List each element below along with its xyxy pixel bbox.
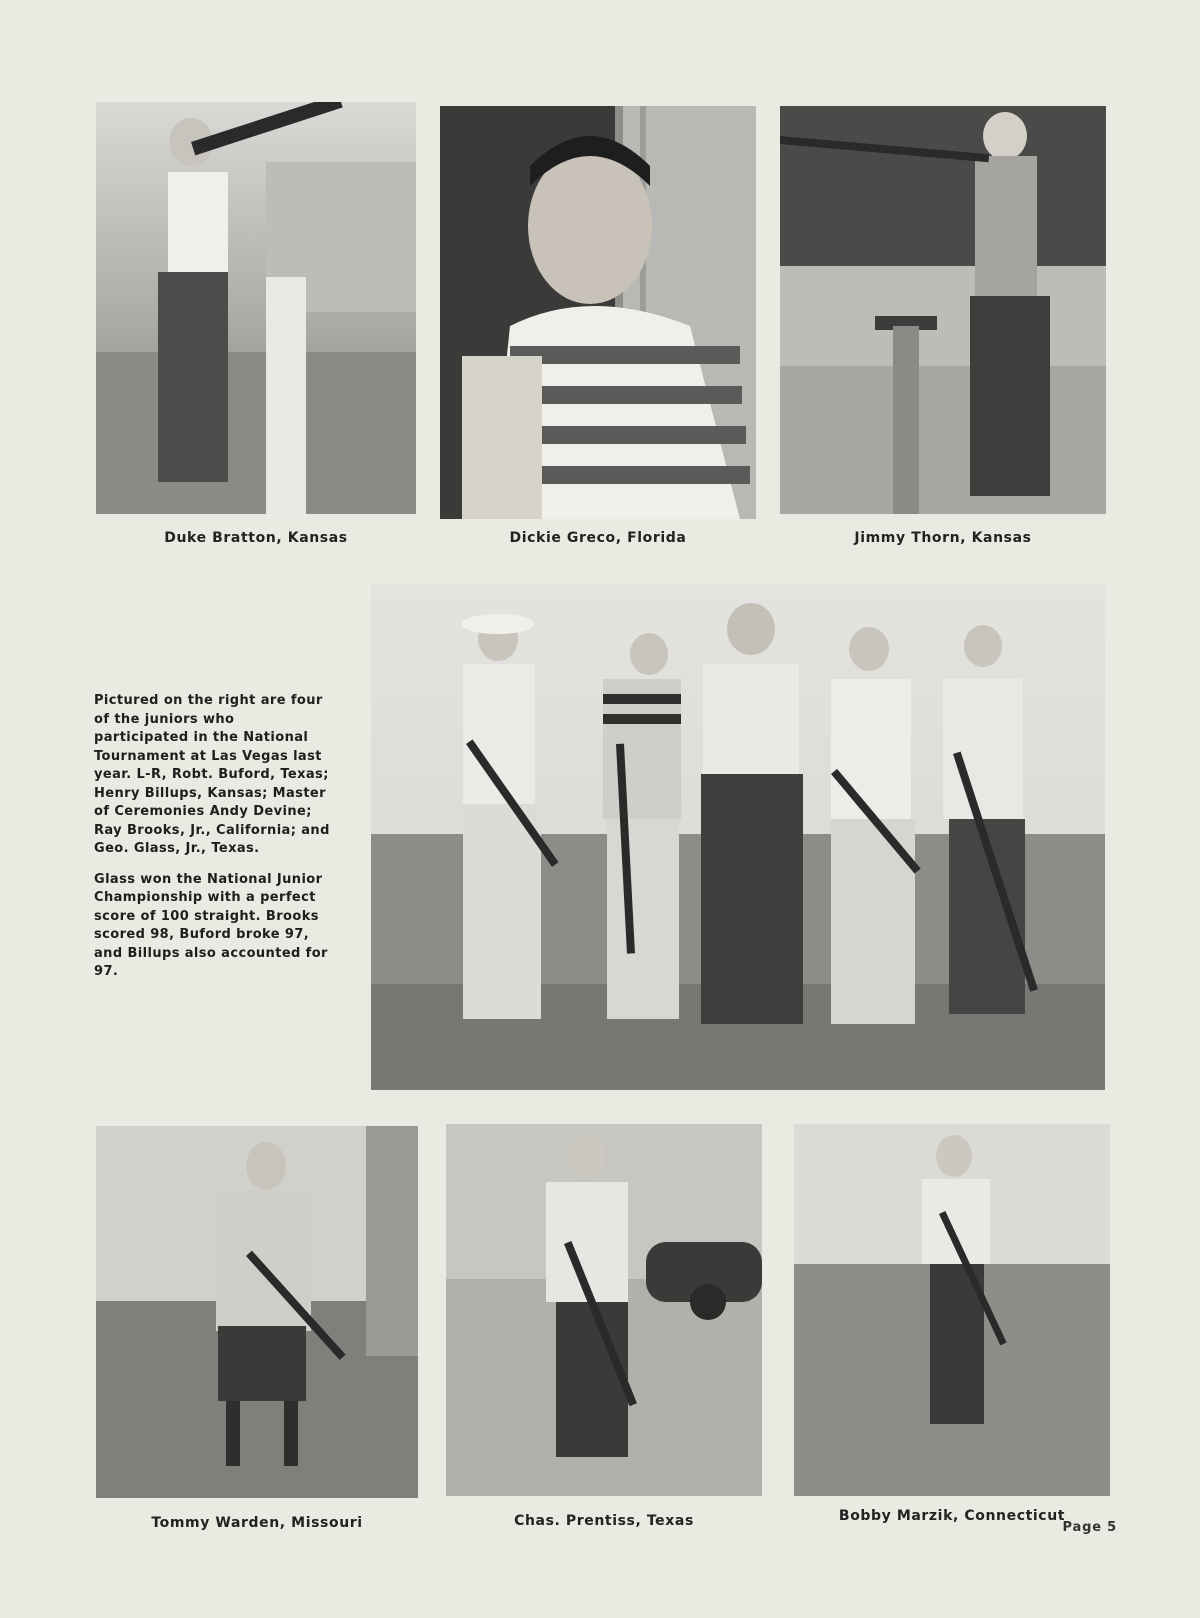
feature-text: [94, 692, 332, 994]
photo-duke-bratton: [96, 102, 416, 514]
caption-duke-bratton: Duke Bratton, Kansas: [164, 530, 348, 546]
photo-tommy-warden: [96, 1126, 418, 1498]
photo-bobby-marzik: [794, 1124, 1110, 1496]
caption-jimmy-thorn: Jimmy Thorn, Kansas: [854, 530, 1032, 546]
photo-group-national-tournament: [371, 584, 1105, 1090]
photo-jimmy-thorn: [780, 106, 1106, 514]
page-number: Page 5: [1062, 1520, 1117, 1535]
caption-chas-prentiss: Chas. Prentiss, Texas: [514, 1513, 694, 1529]
photo-chas-prentiss: [446, 1124, 762, 1496]
caption-dickie-greco: Dickie Greco, Florida: [509, 530, 687, 546]
caption-bobby-marzik: Bobby Marzik, Connecticut: [838, 1508, 1066, 1524]
feature-paragraph-2: Glass won the National Junior Championship with a perfect score of 100 straight. Brooks scored 98, Buford broke 97, and Billups also accounted for 97.: [94, 871, 328, 979]
feature-paragraph-1: Pictured on the right are four of the juniors who participated in the National Tournament at Las Vegas last year. L-R, Robt. Buford, Texas; Henry Billups, Kansas; Master of Ceremonies Andy Devine; Ray Brooks, Jr., California; and Geo. Glass, Jr., Texas.: [94, 693, 330, 856]
photo-dickie-greco: [440, 106, 756, 519]
caption-tommy-warden: Tommy Warden, Missouri: [151, 1515, 363, 1531]
